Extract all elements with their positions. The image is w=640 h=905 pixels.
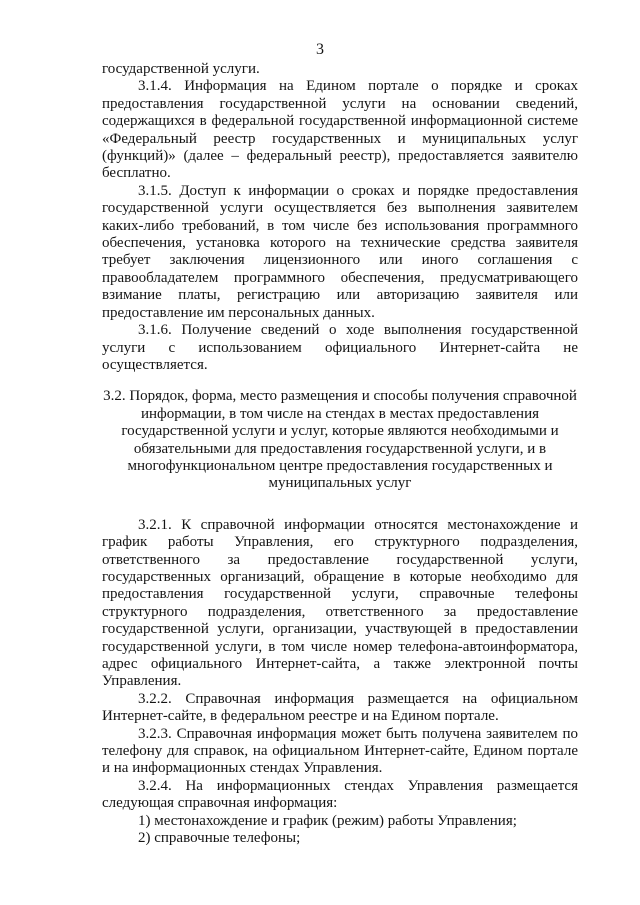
paragraph-3-2-3: 3.2.3. Справочная информация может быть получена заявителем по телефону для справок, на официальном Интернет-сайте, Едином портале и на информационных стендах Управления. (102, 725, 578, 777)
paragraph-3-2-1: 3.2.1. К справочной информации относятся местонахождение и график работы Управления, его структурного подразделения, ответственного за предоставление государственной услуги, государственных организаций, обращение в которые необходимо для предоставления государственной услуги, справочные телефоны структурного подразделения, ответственного за предоставление государственной услуги, организации, участвующей в предоставлении государственной услуги, в том числе номер телефона-автоинформатора, адрес официального Интернет-сайта, а также электронной почты Управления. (102, 516, 578, 690)
paragraph-3-1-4: 3.1.4. Информация на Едином портале о порядке и сроках предоставления государственной услуги на основании сведений, содержащихся в федеральной государственной информационной системе «Федеральный реестр государственных и муниципальных услуг (функций)» (далее – федеральный реестр), предоставляется заявителю бесплатно. (102, 78, 578, 182)
paragraph-continuation: государственной услуги. (102, 61, 260, 77)
document-body (102, 61, 578, 847)
paragraph-3-2-4: 3.2.4. На информационных стендах Управления размещается следующая справочная информация: (102, 777, 578, 812)
list-item-1: 1) местонахождение и график (режим) работы Управления; (138, 812, 517, 829)
paragraph-3-1-6: 3.1.6. Получение сведений о ходе выполнения государственной услуги с использованием официального Интернет-сайта не осуществляется. (102, 322, 578, 373)
list-item-2: 2) справочные телефоны; (138, 830, 301, 847)
page-number: 3 (316, 41, 324, 58)
section-heading-3-2: 3.2. Порядок, форма, место размещения и способы получения справочной информации, в том числе на стендах в местах предоставления государственной услуги и услуг, которые являются необходимыми и обязательными для предоставления государственной услуги, и в многофункциональном центре предоставления государственных и муниципальных услуг (103, 388, 577, 492)
paragraph-3-1-5: 3.1.5. Доступ к информации о сроках и порядке предоставления государственной услуги осуществляется без выполнения заявителем каких-либо требований, в том числе без использования программного обеспечения, установка которого на технические средства заявителя требует заключения лицензионного или иного соглашения с правообладателем программного обеспечения, предусматривающего взимание платы, регистрацию или авторизацию заявителя или предоставление им персональных данных. (102, 182, 578, 321)
paragraph-3-2-2: 3.2.2. Справочная информация размещается на официальном Интернет-сайте, в федеральном реестре и на Едином портале. (102, 690, 578, 725)
